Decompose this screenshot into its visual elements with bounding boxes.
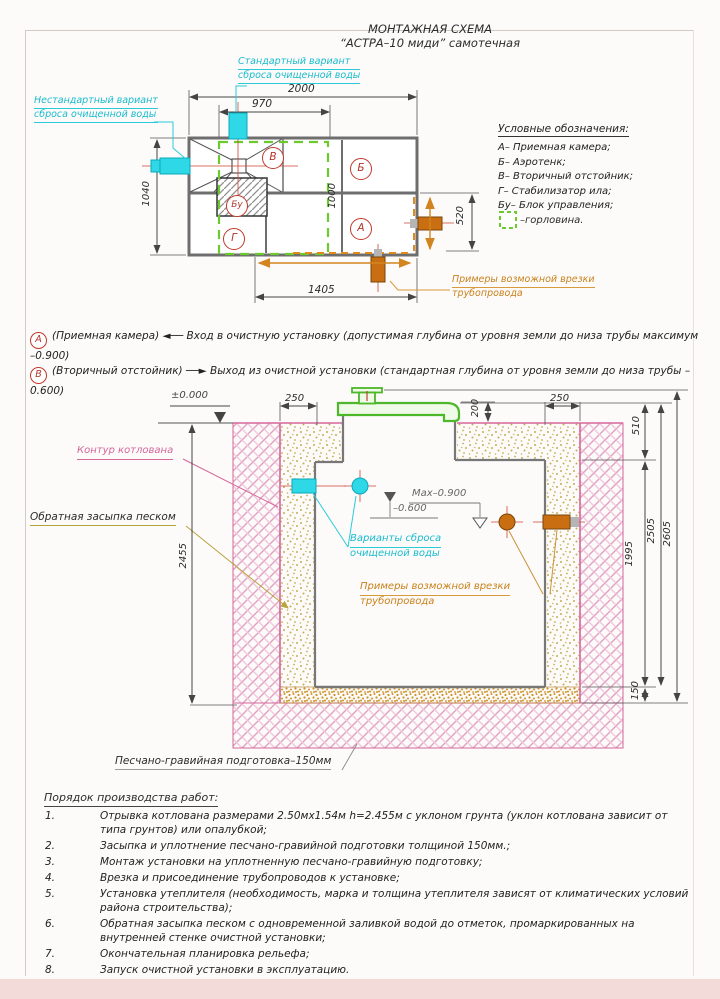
dim-1405: 1405 [308, 284, 335, 296]
title-line1: МОНТАЖНАЯ СХЕМА [367, 22, 493, 36]
label-sand-backfill: Обратная засыпка песком [30, 511, 176, 526]
legend-item: А– Приемная камера; [498, 142, 611, 153]
legend-item: Б– Аэротенк; [498, 156, 566, 168]
label-standard-discharge: Стандартный вариант сброса очищенной воды [238, 56, 360, 84]
legend-item: В– Вторичный отстойник; [498, 171, 634, 182]
compartment-receiving-marker: А [350, 218, 372, 240]
legend-title: Условные обозначения: [498, 123, 629, 135]
label-section-tapin: Примеры возможной врезки трубопровода [360, 581, 511, 607]
dim-2505: 2505 [646, 518, 657, 544]
label-nonstandard-discharge: Нестандартный вариант сброса очищенной воды [34, 95, 158, 123]
works-title: Порядок производства работ: [44, 791, 218, 807]
compartment-stabilizer-marker: Г [223, 228, 245, 250]
legend-neck-square [500, 212, 516, 228]
section-gravel-base [280, 687, 580, 703]
dim-250-right: 250 [550, 393, 570, 404]
work-item: 6. Обратная засыпка песком с одновременной заливкой водой до отметок, промаркированных на внутренней стенке очистной установки; [45, 917, 635, 944]
level-out: –0.600 [393, 503, 427, 514]
dim-2455: 2455 [178, 543, 189, 569]
level-zero: ±0.000 [171, 390, 209, 401]
work-item: 1. Отрывка котлована размерами 2.50мх1.54м h=2.455м с уклоном грунта (уклон котлована зависит от типа грунтов) или опалубкой; [45, 810, 668, 836]
dim-1040: 1040 [141, 181, 152, 207]
dim-250-left: 250 [285, 393, 305, 404]
works-list [42, 810, 696, 979]
legend [498, 117, 633, 214]
work-item: 7. Окончательная планировка рельефа; [45, 947, 310, 960]
label-plan-tapin: Примеры возможной врезки трубопровода [452, 274, 595, 299]
note-inlet [30, 329, 702, 364]
compartment-aerotank-marker: Б [350, 158, 372, 180]
label-pit-contour: Контур котлована [77, 445, 173, 460]
title-line2: “АСТРА–10 миди” самотечная [339, 36, 521, 51]
note-outlet-marker: В [30, 367, 47, 384]
work-item: 5. Установка утеплителя (необходимость, марка и толщина утеплителя зависят от климатических условий района строительства); [45, 887, 689, 914]
dim-200: 200 [470, 399, 481, 418]
legend-item: Г– Стабилизатор ила; [498, 185, 612, 197]
note-inlet-text: (Приемная камера) ◄── Вход в очистную установку (допустимая глубина от уровня земли до низа трубы максимум –0.900) [30, 330, 699, 362]
compartment-clarifier-marker: В [262, 147, 284, 169]
dim-1995: 1995 [624, 541, 635, 567]
note-inlet-marker: А [30, 332, 47, 349]
label-discharge-variants: Варианты сброса очищенной воды [350, 533, 442, 559]
legend-neck-item: –горловина. [520, 215, 584, 226]
work-item: 2. Засыпка и уплотнение песчано-гравийной подготовки толщиной 150мм.; [45, 839, 511, 852]
page-title [230, 22, 630, 51]
work-item: 8. Запуск очистной установки в эксплуатацию. [45, 963, 350, 976]
level-max: Max–0.900 [412, 488, 467, 499]
legend-item: Бу– Блок управления; [498, 200, 614, 211]
compartment-control-marker: Бу [226, 195, 248, 217]
dim-150: 150 [630, 681, 641, 701]
dim-520: 520 [455, 206, 466, 226]
note-outlet [30, 364, 702, 399]
work-item: 4. Врезка и присоединение трубопроводов к установке; [45, 871, 400, 884]
label-gravel-base: Песчано-гравийная подготовка–150мм [115, 755, 331, 770]
dim-2605: 2605 [662, 521, 673, 547]
dim-1000: 1000 [327, 183, 338, 209]
dim-970: 970 [252, 98, 273, 110]
dim-510: 510 [631, 416, 642, 436]
note-outlet-text: (Вторичный отстойник) ──► Выход из очистной установки (стандартная глубина от уровня земли до низа трубы –0.600) [30, 365, 691, 397]
dim-2000: 2000 [288, 83, 315, 95]
work-item: 3. Монтаж установки на уплотненную песчано-гравийную подготовку; [45, 855, 483, 868]
